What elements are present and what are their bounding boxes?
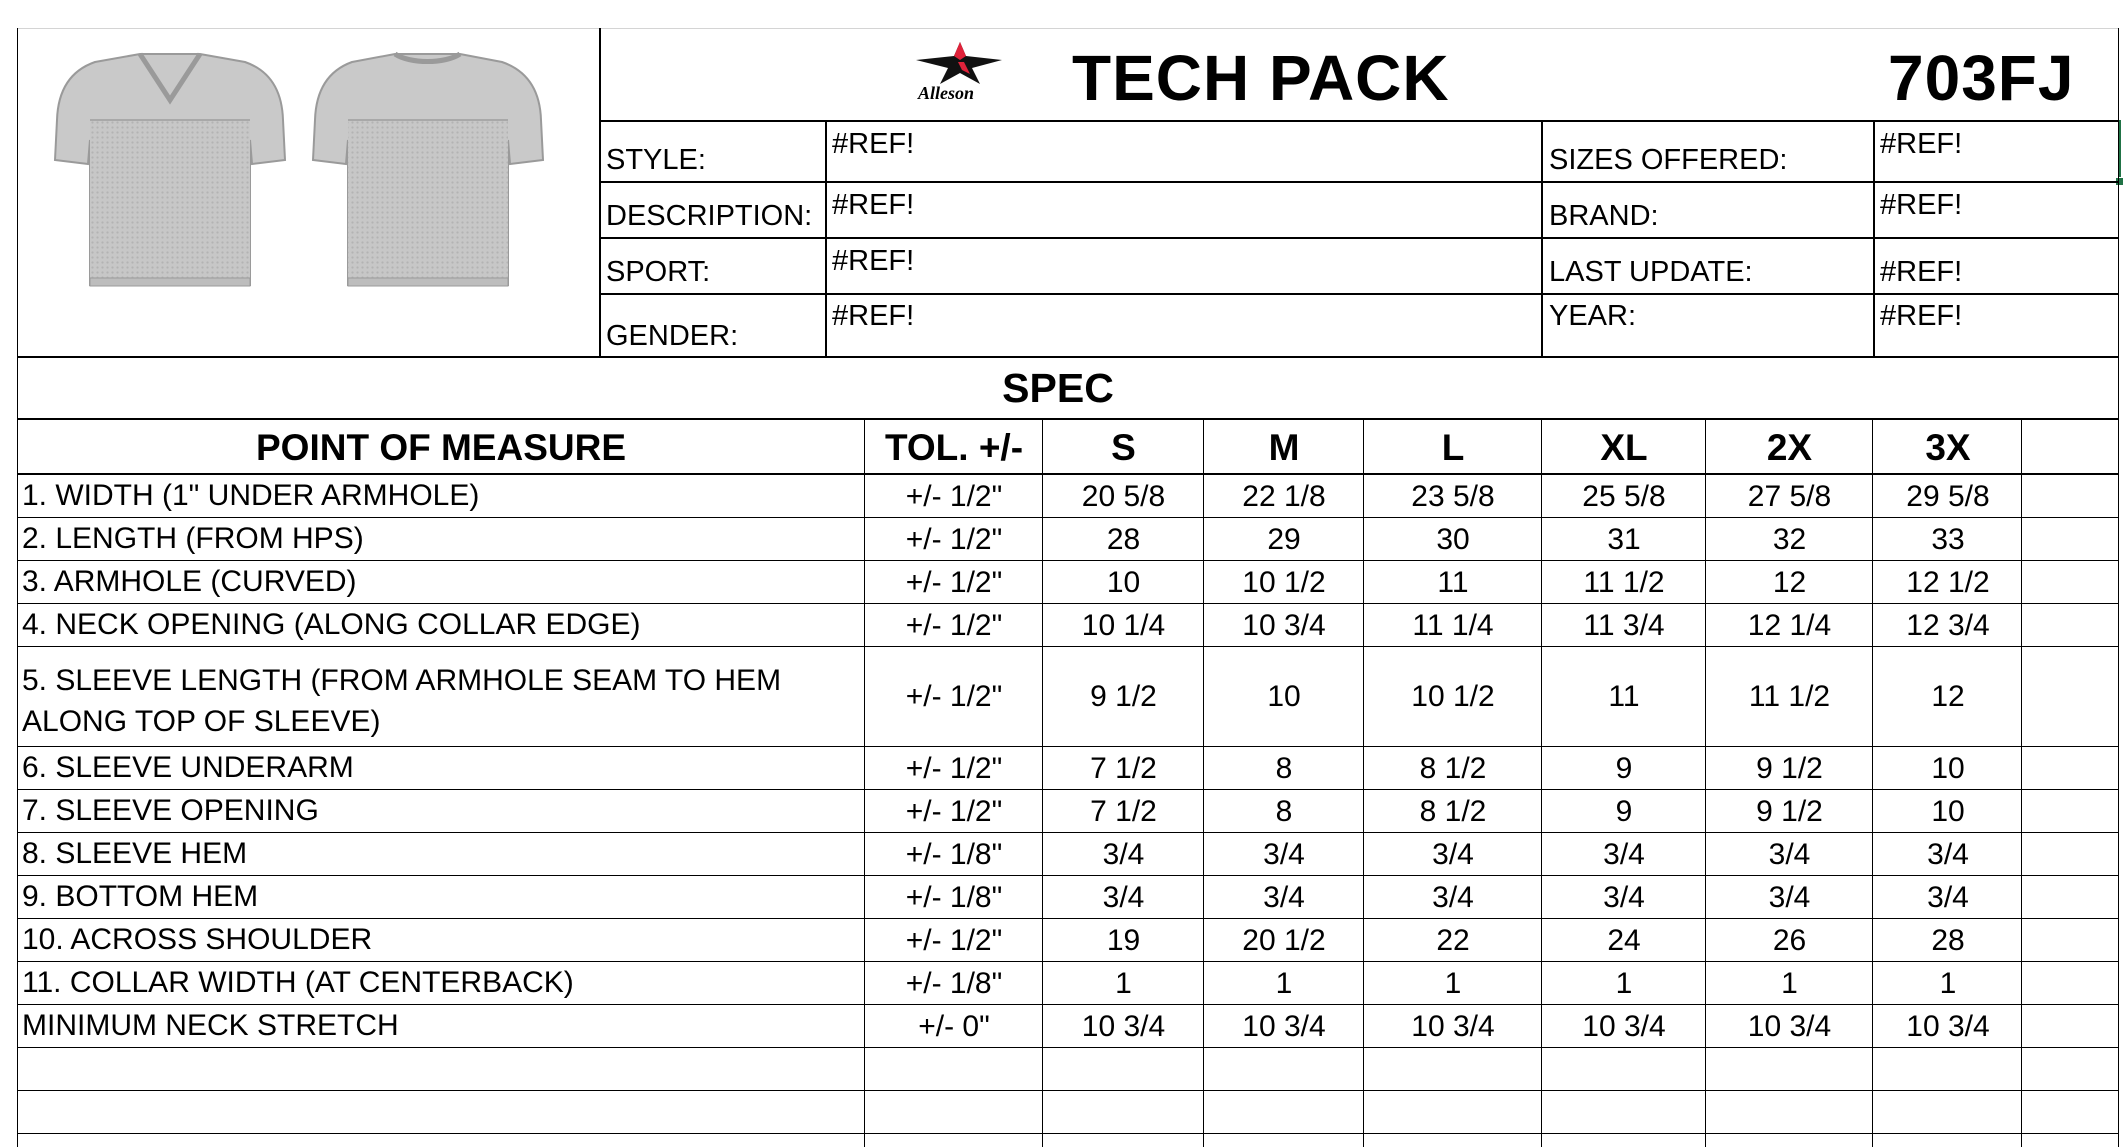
point-of-measure-cell[interactable]: MINIMUM NECK STRETCH — [22, 1009, 399, 1042]
tolerance-cell[interactable]: +/- 1/2" — [905, 680, 1003, 713]
point-of-measure-cell[interactable]: 5. SLEEVE LENGTH (FROM ARMHOLE SEAM TO HEM ALONG TOP OF SLEEVE) — [22, 664, 782, 738]
size-l-cell[interactable]: 8 1/2 — [1419, 795, 1487, 828]
point-of-measure-cell[interactable]: 8. SLEEVE HEM — [22, 837, 248, 870]
jersey-front-icon — [55, 54, 285, 286]
grid-line — [17, 603, 2119, 604]
grid-line — [825, 120, 827, 356]
grid-line — [17, 28, 2119, 29]
grid-line — [17, 473, 2119, 475]
tolerance-cell[interactable]: +/- 1/2" — [905, 523, 1003, 556]
tolerance-cell[interactable]: +/- 1/8" — [905, 838, 1003, 871]
size-m-cell[interactable]: 10 3/4 — [1242, 609, 1326, 642]
size-m-cell[interactable]: 10 1/2 — [1242, 566, 1326, 599]
point-of-measure-cell[interactable]: 6. SLEEVE UNDERARM — [22, 751, 354, 784]
size-2x-cell[interactable]: 9 1/2 — [1756, 795, 1823, 828]
info-label-style: STYLE: — [606, 144, 706, 176]
size-3x-cell[interactable]: 29 5/8 — [1906, 480, 1990, 513]
garment-illustration — [30, 40, 580, 300]
size-xl-cell[interactable]: 10 3/4 — [1582, 1010, 1666, 1043]
info-value-description[interactable]: #REF! — [832, 189, 915, 221]
tolerance-cell[interactable]: +/- 1/2" — [905, 609, 1003, 642]
point-of-measure-cell[interactable]: 9. BOTTOM HEM — [22, 880, 259, 913]
size-l-cell[interactable]: 1 — [1444, 967, 1462, 1000]
size-l-cell[interactable]: 23 5/8 — [1411, 480, 1495, 513]
size-3x-cell[interactable]: 3/4 — [1927, 881, 1969, 914]
tolerance-cell[interactable]: +/- 1/8" — [905, 967, 1003, 1000]
tolerance-cell[interactable]: +/- 1/2" — [905, 480, 1003, 513]
grid-line — [1203, 418, 1204, 1147]
size-3x-cell[interactable]: 12 — [1931, 680, 1965, 713]
size-3x-cell[interactable]: 12 1/2 — [1906, 566, 1990, 599]
size-2x-cell[interactable]: 3/4 — [1768, 881, 1811, 914]
grid-line — [17, 418, 2119, 420]
tolerance-cell[interactable]: +/- 1/8" — [905, 881, 1003, 914]
size-3x-cell[interactable]: 10 — [1931, 752, 1965, 785]
size-s-cell[interactable]: 3/4 — [1102, 838, 1145, 871]
info-label-sport: SPORT: — [606, 256, 711, 288]
grid-line — [17, 961, 2119, 962]
size-2x-cell[interactable]: 12 — [1772, 566, 1807, 599]
size-xl-cell[interactable]: 11 1/2 — [1583, 566, 1665, 599]
size-m-cell[interactable]: 20 1/2 — [1242, 924, 1326, 957]
info-label-gender: GENDER: — [606, 320, 739, 352]
info-value-sport[interactable]: #REF! — [832, 245, 915, 277]
size-2x-cell[interactable]: 27 5/8 — [1747, 480, 1832, 513]
size-xl-cell[interactable]: 24 — [1607, 924, 1641, 957]
size-xl-cell[interactable]: 3/4 — [1603, 881, 1645, 914]
logo-text: Alleson — [918, 83, 975, 103]
size-m-cell[interactable]: 8 — [1275, 795, 1293, 828]
size-l-cell[interactable]: 30 — [1436, 523, 1470, 556]
info-label-last-update: LAST UPDATE: — [1549, 256, 1753, 288]
point-of-measure-cell[interactable]: 10. ACROSS SHOULDER — [22, 923, 373, 956]
size-s-cell[interactable]: 7 1/2 — [1090, 752, 1157, 785]
info-value-sizes-offered[interactable]: #REF! — [1880, 128, 1963, 160]
size-l-cell[interactable]: 8 1/2 — [1419, 752, 1487, 785]
size-xl-cell[interactable]: 9 — [1615, 752, 1633, 785]
size-m-cell[interactable]: 10 3/4 — [1242, 1010, 1326, 1043]
point-of-measure-cell[interactable]: 11. COLLAR WIDTH (AT CENTERBACK) — [22, 966, 574, 999]
size-2x-cell[interactable]: 9 1/2 — [1756, 752, 1823, 785]
grid-line — [1541, 418, 1542, 1147]
tolerance-cell[interactable]: +/- 1/2" — [905, 795, 1003, 828]
size-xl-cell[interactable]: 11 — [1608, 680, 1640, 713]
col-header-point-of-measure: POINT OF MEASURE — [255, 427, 627, 468]
info-value-brand[interactable]: #REF! — [1880, 189, 1963, 221]
size-3x-cell[interactable]: 10 3/4 — [1906, 1010, 1990, 1043]
style-number: 703FJ — [1888, 42, 2075, 114]
size-xl-cell[interactable]: 31 — [1607, 523, 1641, 556]
size-s-cell[interactable]: 19 — [1106, 924, 1141, 957]
grid-line — [17, 646, 2119, 647]
size-3x-cell[interactable]: 3/4 — [1927, 838, 1969, 871]
grid-line — [1363, 418, 1364, 1147]
col-header-s: S — [1111, 427, 1136, 468]
grid-line — [17, 28, 18, 1147]
size-l-cell[interactable]: 10 1/2 — [1411, 680, 1495, 713]
col-header-l: L — [1441, 427, 1465, 468]
size-2x-cell[interactable]: 1 — [1781, 967, 1798, 1000]
tolerance-cell[interactable]: +/- 1/2" — [905, 752, 1003, 785]
size-s-cell[interactable]: 10 — [1106, 566, 1141, 599]
size-s-cell[interactable]: 10 1/4 — [1081, 609, 1166, 642]
info-value-year[interactable]: #REF! — [1880, 300, 1963, 332]
grid-line — [1705, 418, 1706, 1147]
info-label-year: YEAR: — [1549, 300, 1637, 332]
point-of-measure-cell[interactable]: 1. WIDTH (1" UNDER ARMHOLE) — [22, 479, 480, 512]
grid-line — [17, 356, 2119, 358]
size-m-cell[interactable]: 29 — [1267, 523, 1301, 556]
col-header-tolerance: TOL. +/- — [884, 427, 1024, 468]
grid-line — [17, 517, 2119, 518]
point-of-measure-cell[interactable]: 4. NECK OPENING (ALONG COLLAR EDGE) — [22, 608, 641, 641]
grid-line — [17, 832, 2119, 833]
size-l-cell[interactable]: 22 — [1436, 924, 1470, 957]
size-m-cell[interactable]: 22 1/8 — [1242, 480, 1326, 513]
size-3x-cell[interactable]: 1 — [1939, 967, 1957, 1000]
grid-line — [17, 1047, 2119, 1048]
grid-line — [17, 875, 2119, 876]
grid-line — [17, 918, 2119, 919]
size-m-cell[interactable]: 1 — [1275, 967, 1293, 1000]
size-2x-cell[interactable]: 32 — [1772, 523, 1807, 556]
grid-line — [599, 28, 601, 358]
point-of-measure-cell[interactable]: 7. SLEEVE OPENING — [22, 794, 319, 827]
tolerance-cell[interactable]: +/- 1/2" — [905, 924, 1003, 957]
size-3x-cell[interactable]: 12 3/4 — [1906, 609, 1990, 642]
size-l-cell[interactable]: 11 1/4 — [1412, 609, 1494, 642]
size-3x-cell[interactable]: 28 — [1931, 924, 1965, 957]
spec-heading: SPEC — [1002, 365, 1114, 411]
grid-line — [864, 418, 865, 1147]
size-3x-cell[interactable]: 33 — [1931, 523, 1965, 556]
grid-line — [1042, 418, 1043, 1147]
tolerance-cell[interactable]: +/- 1/2" — [905, 566, 1003, 599]
tolerance-cell[interactable]: +/- 0" — [918, 1010, 990, 1043]
info-value-gender[interactable]: #REF! — [832, 300, 915, 332]
grid-line — [17, 789, 2119, 790]
size-xl-cell[interactable]: 9 — [1615, 795, 1633, 828]
size-3x-cell[interactable]: 10 — [1931, 795, 1965, 828]
grid-line — [1872, 418, 1873, 1147]
page-title: TECH PACK — [1072, 42, 1450, 114]
size-m-cell[interactable]: 10 — [1267, 680, 1301, 713]
size-m-cell[interactable]: 3/4 — [1263, 838, 1305, 871]
size-s-cell[interactable]: 3/4 — [1102, 881, 1145, 914]
size-2x-cell[interactable]: 26 — [1772, 924, 1807, 957]
size-m-cell[interactable]: 3/4 — [1263, 881, 1305, 914]
size-2x-cell[interactable]: 10 3/4 — [1747, 1010, 1832, 1043]
size-xl-cell[interactable]: 25 5/8 — [1582, 480, 1666, 513]
size-2x-cell[interactable]: 3/4 — [1768, 838, 1811, 871]
info-label-sizes-offered: SIZES OFFERED: — [1549, 144, 1788, 176]
size-s-cell[interactable]: 20 5/8 — [1081, 480, 1166, 513]
grid-line — [1541, 120, 1543, 356]
grid-line — [2118, 28, 2119, 1147]
col-header-m: M — [1268, 427, 1300, 468]
jersey-back-icon — [313, 54, 543, 286]
size-s-cell[interactable]: 28 — [1106, 523, 1141, 556]
col-header-xl: XL — [1600, 427, 1648, 468]
point-of-measure-cell[interactable]: 3. ARMHOLE (CURVED) — [22, 565, 357, 598]
size-s-cell[interactable]: 9 1/2 — [1090, 680, 1157, 713]
size-xl-cell[interactable]: 1 — [1615, 967, 1633, 1000]
grid-line — [17, 1133, 2119, 1134]
info-value-last-update[interactable]: #REF! — [1880, 256, 1963, 288]
size-l-cell[interactable]: 3/4 — [1432, 838, 1474, 871]
size-l-cell[interactable]: 10 3/4 — [1411, 1010, 1495, 1043]
size-s-cell[interactable]: 10 3/4 — [1081, 1010, 1166, 1043]
size-s-cell[interactable]: 7 1/2 — [1090, 795, 1157, 828]
info-label-brand: BRAND: — [1549, 200, 1659, 232]
selected-cell[interactable] — [1873, 120, 2121, 183]
size-m-cell[interactable]: 8 — [1275, 752, 1293, 785]
grid-line — [2021, 418, 2022, 1147]
col-header-3x: 3X — [1925, 427, 1971, 468]
size-l-cell[interactable]: 3/4 — [1432, 881, 1474, 914]
grid-line — [1873, 120, 1875, 356]
point-of-measure-cell[interactable]: 2. LENGTH (FROM HPS) — [22, 522, 364, 555]
grid-line — [17, 746, 2119, 747]
grid-line — [17, 560, 2119, 561]
size-2x-cell[interactable]: 11 1/2 — [1748, 680, 1831, 713]
size-s-cell[interactable]: 1 — [1115, 967, 1132, 1000]
grid-line — [17, 1090, 2119, 1091]
size-l-cell[interactable]: 11 — [1437, 566, 1469, 599]
grid-line — [17, 1004, 2119, 1005]
size-xl-cell[interactable]: 11 3/4 — [1583, 609, 1665, 642]
size-xl-cell[interactable]: 3/4 — [1603, 838, 1645, 871]
size-2x-cell[interactable]: 12 1/4 — [1747, 609, 1832, 642]
info-value-style[interactable]: #REF! — [832, 128, 915, 160]
info-label-description: DESCRIPTION: — [606, 200, 813, 232]
col-header-2x: 2X — [1766, 427, 1813, 468]
